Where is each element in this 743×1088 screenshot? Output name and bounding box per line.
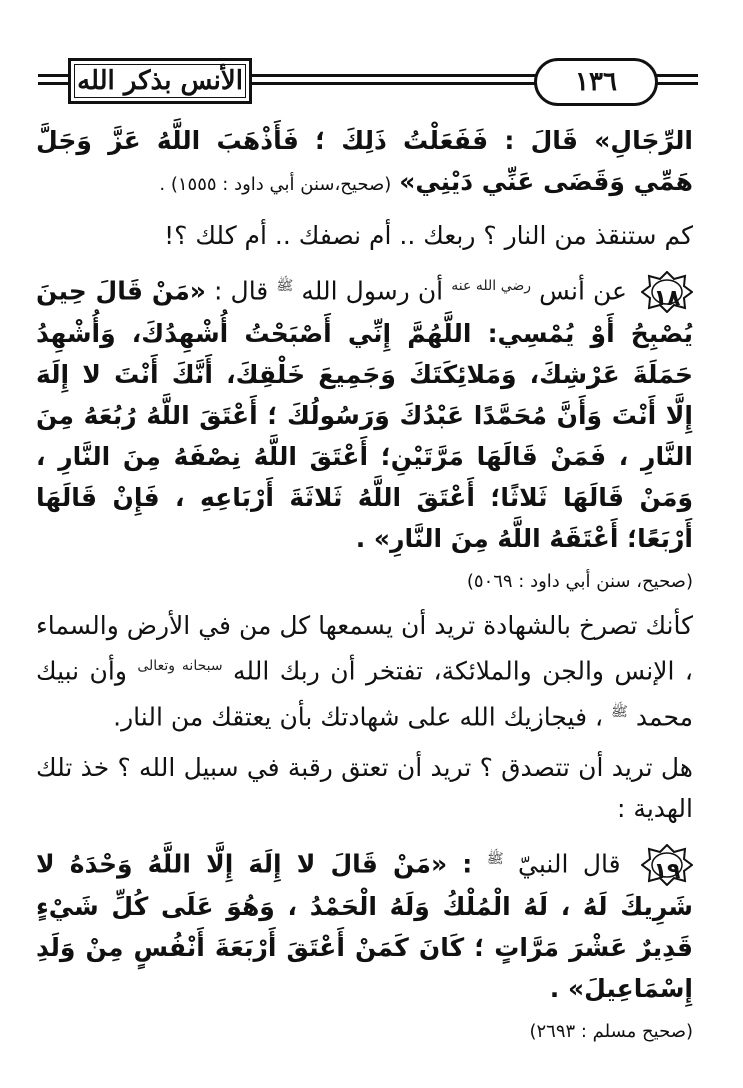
paragraph-hadith-17-end: [36, 120, 693, 205]
page-number-text: ١٣٦: [575, 67, 617, 97]
hadith-19-source: (صحيح مسلم : ٢٦٩٣): [529, 1021, 693, 1043]
gift-text: هل تريد أن تتصدق ؟ تريد أن تعتق رقبة في سبيل الله ؟ خذ تلك الهدية :: [36, 752, 693, 823]
paragraph-gift: [36, 747, 693, 829]
hadith-18: [36, 266, 693, 559]
hadith-17-tail: الرِّجَالِ» قَالَ : فَفَعَلْتُ ذَلِكَ ؛ فَأَذْهَبَ اللَّهُ عَزَّ وَجَلَّ هَمِّي وَقَضَى عَنِّي دَيْنِي»: [36, 126, 693, 196]
honorific-prophet-3: ﷺ: [486, 850, 504, 867]
paragraph-commentary: [36, 605, 693, 737]
question-text: كم ستنقذ من النار ؟ ربعك .. أم نصفك .. أم كلك ؟!: [164, 221, 693, 250]
commentary-b: وأن نبيك محمد: [36, 656, 693, 731]
running-title-text: الأنس بذكر الله: [77, 66, 243, 96]
narrator-mid: أن رسول الله: [301, 276, 444, 306]
commentary-a: كأنك تصرخ بالشهادة تريد أن يسمعها كل من في الأرض والسماء ، الإنس والجن والملائكة، تفتخر أن ربك الله: [36, 611, 693, 686]
hadith-19-text: : «مَنْ قَالَ لا إِلَهَ إِلَّا اللَّهُ وَحْدَهُ لا شَرِيكَ لَهُ ، لَهُ الْمُلْكُ وَلَهُ الْحَمْدُ ، وَهُوَ عَلَى كُلِّ شَيْءٍ قَدِيرٌ عَشْرَ مَرَّاتٍ ؛ كَانَ كَمَنْ أَعْتَقَ أَرْبَعَةَ أَنْفُسٍ مِنْ وَلَدِ إِسْمَاعِيلَ» .: [36, 849, 693, 1004]
running-title: [68, 58, 252, 104]
hadith-number: ١٨: [653, 286, 681, 312]
hadith-19: [36, 839, 693, 1009]
narrator-intro: عن أنس: [539, 276, 627, 306]
page-number: [534, 58, 658, 106]
hadith-number-badge: [641, 271, 693, 313]
page-header: [38, 54, 698, 106]
commentary-c: ، فيجازيك الله على شهادتك بأن يعتقك من النار.: [113, 701, 604, 731]
page-body: [36, 120, 693, 1055]
hadith-17-source: (صحيح،سنن أبي داود : ١٥٥٥) .: [159, 174, 392, 195]
honorific-god: سبحانه وتعالى: [137, 658, 223, 675]
hadith-18-text: «مَنْ قَالَ حِينَ يُصْبِحُ أَوْ يُمْسِي: اللَّهُمَّ إِنِّي أَصْبَحْتُ أُشْهِدُكَ، وَأُشْهِدُ حَمَلَةَ عَرْشِكَ، وَمَلائِكَتَكَ وَجَمِيعَ خَلْقِكَ، أَنَّكَ أَنْتَ لا إِلَهَ إِلَّا أَنْتَ وَأَنَّ مُحَمَّدًا عَبْدُكَ وَرَسُولُكَ ؛ أَعْتَقَ اللَّهُ رُبُعَهُ مِنَ النَّارِ ، فَمَنْ قَالَهَا مَرَّتَيْنِ؛ أَعْتَقَ اللَّهُ نِصْفَهُ مِنَ النَّارِ ، وَمَنْ قَالَهَا ثَلاثًا؛ أَعْتَقَ اللَّهُ ثَلاثَةَ أَرْبَاعِهِ ، فَإِنْ قَالَهَا أَرْبَعًا؛ أَعْتَقَهُ اللَّهُ مِنَ النَّارِ» .: [36, 276, 693, 554]
narrator-intro: قال النبيّ: [518, 849, 621, 879]
hadith-number: ١٩: [653, 859, 681, 885]
hadith-number-badge: [641, 844, 693, 886]
narrator-said: قال :: [214, 276, 269, 306]
paragraph-question: [36, 215, 693, 256]
hadith-18-source: (صحيح، سنن أبي داود : ٥٠٦٩): [466, 571, 693, 593]
honorific-prophet: ﷺ: [276, 278, 294, 294]
honorific-prophet-2: ﷺ: [611, 703, 628, 720]
honorific-narrator: رضي الله عنه: [451, 278, 532, 294]
